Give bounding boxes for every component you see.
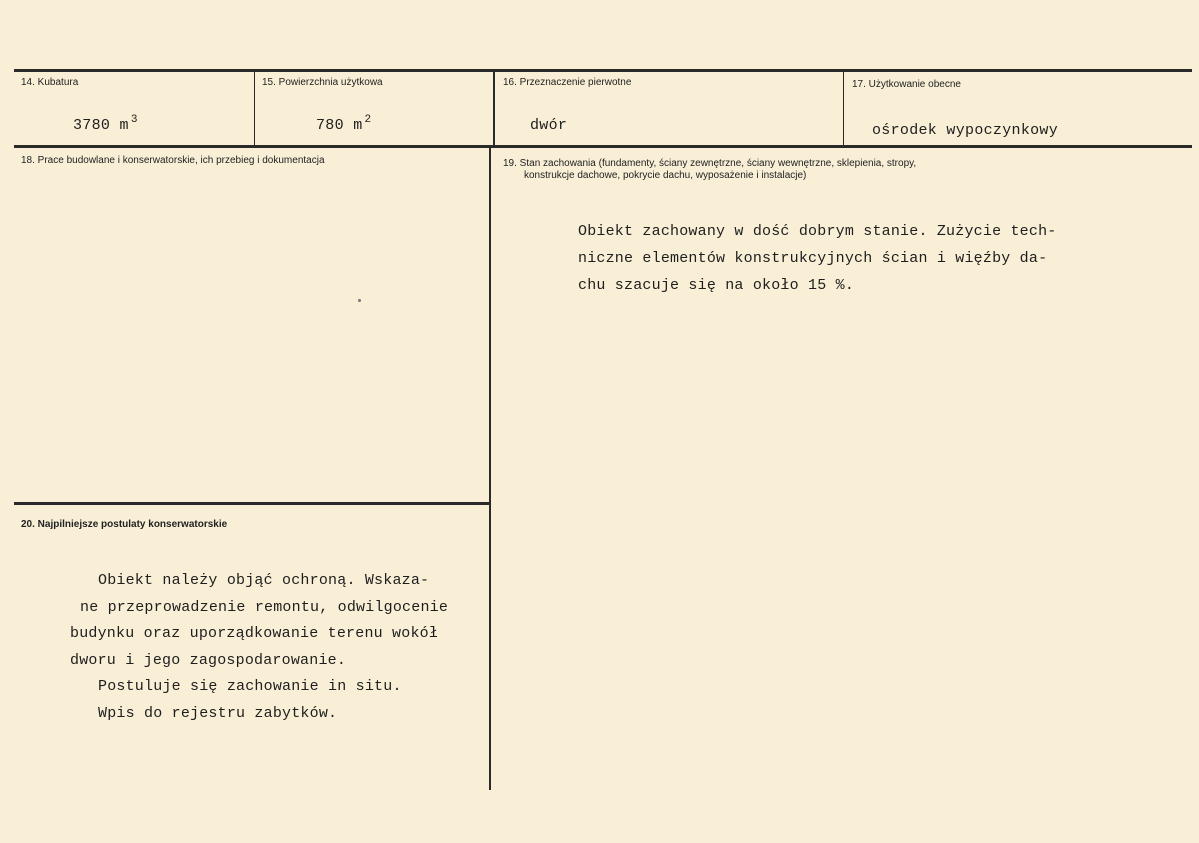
col-divider-2 [493, 71, 495, 147]
row2-divider-rule [14, 502, 490, 505]
field-18-label: 18. Prace budowlane i konserwatorskie, ich przebieg i dokumentacja [21, 155, 325, 166]
row1-bottom-rule [14, 145, 1192, 148]
field-16-value: dwór [530, 117, 568, 134]
field-19-label-line2: konstrukcje dachowe, pokrycie dachu, wyposażenie i instalacje) [524, 170, 807, 181]
field-14-value-text: 3780 m [73, 117, 129, 134]
field-20-label: 20. Najpilniejsze postulaty konserwatorskie [21, 519, 228, 530]
stray-dot [358, 299, 361, 302]
field-14-unit-exponent: 3 [130, 114, 138, 126]
field-19-line: chu szacuje się na około 15 %. [578, 277, 855, 294]
field-14-label: 14. Kubatura [21, 77, 79, 88]
field-20-line: ne przeprowadzenie remontu, odwilgocenie [80, 598, 449, 616]
field-16-label: 16. Przeznaczenie pierwotne [503, 77, 632, 88]
field-20-line: Wpis do rejestru zabytków. [98, 704, 338, 722]
field-14-value [73, 114, 138, 134]
field-15-value [316, 114, 371, 134]
field-15-value-text: 780 m [316, 117, 363, 134]
field-20-line: Postuluje się zachowanie in situ. [98, 678, 402, 695]
field-20-text [70, 568, 448, 727]
field-15-unit-exponent: 2 [364, 114, 372, 126]
field-19-text [578, 218, 1056, 299]
field-19-line: niczne elementów konstrukcyjnych ścian i więźby da- [578, 250, 1048, 267]
field-20-line: dworu i jego zagospodarowanie. [70, 651, 347, 669]
main-col-divider [489, 147, 491, 790]
field-20-line: Obiekt należy objąć ochroną. Wskaza- [98, 572, 430, 589]
field-20-line: budynku oraz uporządkowanie terenu wokół [70, 625, 439, 642]
field-15-label: 15. Powierzchnia użytkowa [262, 77, 383, 88]
col-divider-1 [254, 71, 255, 147]
field-17-label: 17. Użytkowanie obecne [852, 79, 961, 90]
field-19-label-line1: 19. Stan zachowania (fundamenty, ściany zewnętrzne, ściany wewnętrzne, sklepienia, stropy, [503, 158, 917, 169]
top-rule [14, 69, 1192, 72]
field-17-value: ośrodek wypoczynkowy [872, 122, 1059, 139]
col-divider-3 [843, 71, 844, 147]
field-19-line: Obiekt zachowany w dość dobrym stanie. Zużycie tech- [578, 223, 1057, 240]
